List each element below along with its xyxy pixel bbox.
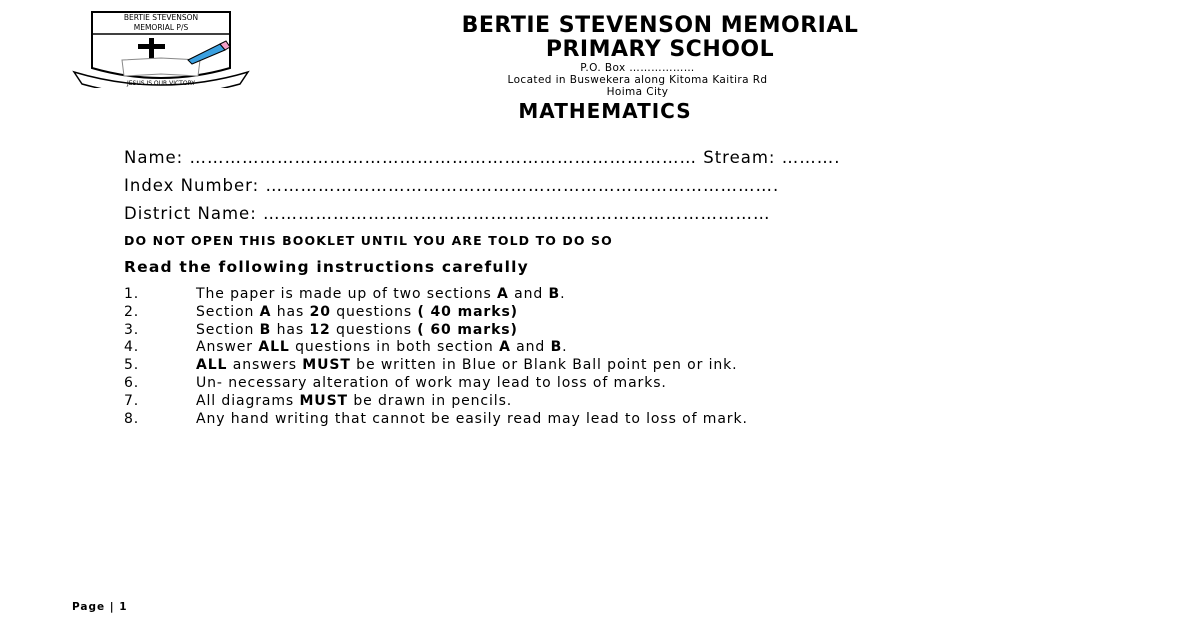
- instruction-text: B: [548, 286, 561, 302]
- school-logo: [70, 10, 252, 88]
- instruction-text: .: [562, 339, 568, 356]
- instruction-text: ( 40 marks): [417, 303, 518, 320]
- instruction-text: be written in Blue or Blank Ball point pen or ink.: [350, 357, 738, 374]
- instruction-text: be drawn in pencils.: [348, 392, 513, 409]
- instruction-number: 4.: [124, 339, 140, 356]
- index-number-field: Index Number: …………………………………………………………………………….: [124, 176, 780, 195]
- page-number: Page | 1: [72, 601, 128, 613]
- instruction-text: A: [499, 339, 511, 356]
- instruction-text: has: [271, 303, 310, 320]
- instruction-text: ALL: [258, 339, 290, 356]
- instruction-text: 20: [309, 303, 331, 320]
- instruction-text: questions: [330, 303, 418, 320]
- instruction-number: 8.: [124, 410, 140, 427]
- instruction-text: .: [560, 286, 566, 302]
- school-name-line1: BERTIE STEVENSON MEMORIAL: [461, 13, 859, 38]
- warning-text: DO NOT OPEN THIS BOOKLET UNTIL YOU ARE TOLD TO DO SO: [124, 233, 613, 248]
- instruction-text: ( 60 marks): [417, 321, 518, 338]
- instruction-text: MUST: [302, 357, 351, 374]
- instruction-item: [124, 304, 748, 322]
- instruction-text: All diagrams: [196, 392, 300, 409]
- instruction-item: [124, 393, 748, 411]
- instruction-text: A: [497, 286, 509, 302]
- city: Hoima City: [606, 86, 669, 98]
- location: Located in Buswekera along Kitoma Kaitira Rd: [507, 74, 768, 86]
- instructions-list: [124, 286, 748, 428]
- instruction-text: B: [550, 339, 563, 356]
- instruction-text: ALL: [196, 357, 228, 374]
- instructions-heading: Read the following instructions carefully: [124, 258, 529, 276]
- instruction-number: 7.: [124, 392, 140, 409]
- instruction-number: 3.: [124, 321, 140, 338]
- instruction-item: [124, 357, 748, 375]
- instruction-item: [124, 411, 748, 429]
- instruction-text: The paper is made up of two sections: [196, 286, 498, 302]
- name-stream-field: Name: …………………………………………………………………………… Stream: ……….: [124, 148, 841, 167]
- instruction-text: Section: [196, 321, 260, 338]
- instruction-number: 6.: [124, 374, 140, 391]
- instruction-text: questions: [330, 321, 418, 338]
- instruction-text: questions in both section: [289, 339, 500, 356]
- instruction-text: 12: [309, 321, 331, 338]
- po-box: P.O. Box ………………: [580, 62, 695, 74]
- logo-text-line1: BERTIE STEVENSON: [123, 13, 199, 22]
- instruction-item: [124, 339, 748, 357]
- instruction-item: [124, 322, 748, 340]
- instruction-number: 1.: [124, 286, 140, 302]
- instruction-number: 2.: [124, 303, 140, 320]
- subject-title: MATHEMATICS: [518, 99, 692, 123]
- instruction-number: 5.: [124, 357, 140, 374]
- instruction-text: Section: [196, 303, 260, 320]
- instruction-text: and: [508, 286, 549, 302]
- logo-motto: JESUS IS OUR VICTORY: [126, 80, 196, 87]
- instruction-text: answers: [227, 357, 303, 374]
- instruction-text: B: [259, 321, 272, 338]
- instruction-text: Answer: [196, 339, 259, 356]
- instruction-text: and: [510, 339, 551, 356]
- instruction-text: MUST: [299, 392, 349, 409]
- school-name-line2: PRIMARY SCHOOL: [545, 37, 775, 62]
- logo-text-line2: MEMORIAL P/S: [133, 23, 189, 32]
- instruction-item: [124, 375, 748, 393]
- instruction-text: A: [259, 303, 272, 320]
- instruction-text: has: [271, 321, 310, 338]
- district-name-field: District Name: ……………………………………………………………………………: [124, 204, 771, 223]
- instruction-item: [124, 286, 748, 304]
- instruction-text: Any hand writing that cannot be easily read may lead to loss of mark.: [196, 410, 748, 427]
- instruction-text: Un- necessary alteration of work may lead to loss of marks.: [196, 374, 667, 391]
